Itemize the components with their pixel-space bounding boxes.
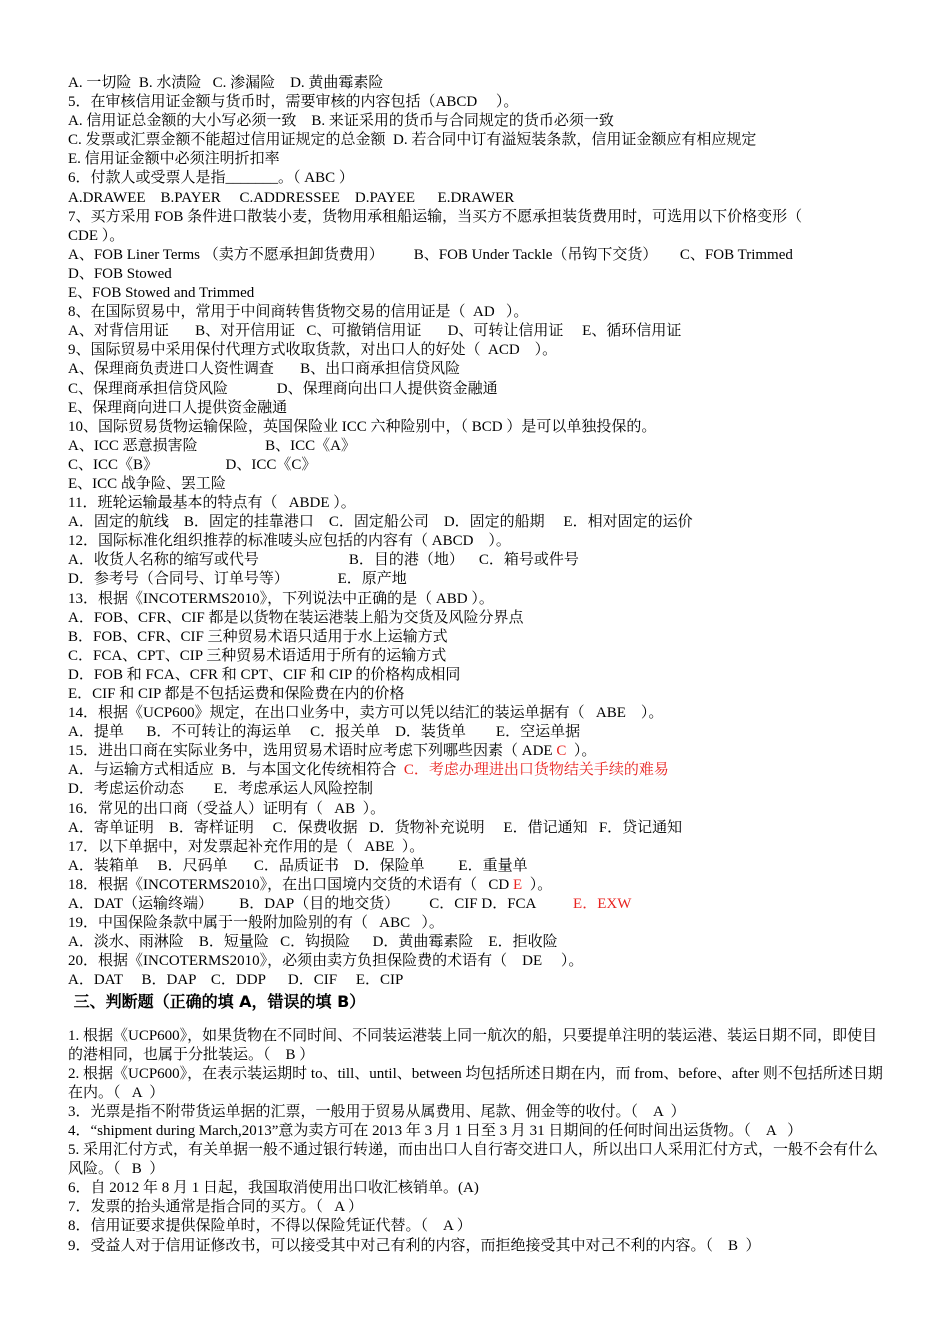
question-line (68, 819, 888, 838)
line-text: CDE ）。 (68, 227, 125, 244)
question-line (68, 437, 888, 456)
line-text: 19．中国保险条款中属于一般附加险别的有（ ABC ）。 (68, 915, 444, 932)
line-text: 17．以下单据中，对发票起补充作用的是（ ABE ）。 (68, 838, 425, 855)
line-text: A．淡水、雨淋险 B．短量险 C．钩损险 D．黄曲霉素险 E．拒收险 (68, 934, 558, 951)
highlighted-answer: E．EXW (573, 896, 632, 913)
highlighted-answer: E (513, 876, 523, 893)
question-line (68, 742, 888, 761)
line-text: E、ICC 战争险、罢工险 (68, 475, 226, 492)
line-text: D、FOB Stowed (68, 265, 172, 282)
line-text: A．提单 B．不可转让的海运单 C．报关单 D．装货单 E．空运单据 (68, 724, 581, 741)
line-text: 12．国际标准化组织推荐的标准唛头应包括的内容有（ ABCD ）。 (68, 533, 511, 550)
line-text: A、对背信用证 B、对开信用证 C、可撤销信用证 D、可转让信用证 E、循环信用证 (68, 323, 682, 340)
line-text: A．固定的航线 B．固定的挂靠港口 C．固定船公司 D．固定的船期 E．相对固定的运价 (68, 514, 693, 531)
line-text: 15．进出口商在实际业务中，选用贸易术语时应考虑下列哪些因素（ ADE (68, 743, 557, 760)
question-line (68, 341, 888, 360)
line-text: 9．受益人对于信用证修改书，可以接受其中对己有利的内容，而拒绝接受其中对己不利的内容。（ B ） (68, 1237, 761, 1254)
line-text: A、保理商负责进口人资性调查 B、出口商承担信贷风险 (68, 361, 461, 378)
question-line (68, 666, 888, 685)
judgment-item (68, 1179, 888, 1198)
line-text: D．FOB 和 FCA、CFR 和 CPT、CIF 和 CIP 的价格构成相同 (68, 666, 461, 683)
line-text: 16．常见的出口商（受益人）证明有（ AB ）。 (68, 800, 386, 817)
line-text: 11．班轮运输最基本的特点有（ ABDE ）。 (68, 495, 356, 512)
question-line (68, 857, 888, 876)
line-text: 8．信用证要求提供保险单时，不得以保险凭证代替。（ A ） (68, 1218, 472, 1235)
line-text: A．FOB、CFR、CIF 都是以货物在装运港装上船为交货及风险分界点 (68, 609, 524, 626)
question-line (68, 551, 888, 570)
judgment-item (68, 1237, 888, 1256)
line-text: C、保理商承担信贷风险 D、保理商向出口人提供资金融通 (68, 380, 498, 397)
question-line (68, 647, 888, 666)
question-line (68, 800, 888, 819)
question-line (68, 895, 888, 914)
question-line (68, 265, 888, 284)
question-line (68, 246, 888, 265)
question-line (68, 131, 888, 150)
judgment-item (68, 1065, 888, 1103)
line-text: 4．“shipment during March,2013”意为卖方可在 2013 年 3 月 1 日至 3 月 31 日期间的任何时间出运货物。（ A ） (68, 1122, 803, 1139)
question-line (68, 303, 888, 322)
question-line (68, 532, 888, 551)
line-text: A．与运输方式相适应 B．与本国文化传统相符合 (68, 762, 404, 779)
question-line (68, 93, 888, 112)
question-line (68, 914, 888, 933)
question-line (68, 952, 888, 971)
document-page (68, 74, 888, 1256)
question-line (68, 780, 888, 799)
line-text: A．装箱单 B．尺码单 C．品质证书 D．保险单 E．重量单 (68, 857, 528, 874)
question-line (68, 838, 888, 857)
line-tail: ）。 (522, 876, 553, 893)
judgment-item (68, 1103, 888, 1122)
question-line (68, 513, 888, 532)
question-line (68, 685, 888, 704)
highlighted-answer: C (556, 743, 567, 760)
line-text: A、ICC 恶意损害险 B、ICC《A》 (68, 437, 356, 454)
line-text: E、FOB Stowed and Trimmed (68, 285, 255, 302)
judgment-item (68, 1027, 888, 1065)
line-text: 10、国际贸易货物运输保险，英国保险业 ICC 六种险别中，（ BCD ）是可以单独投保的。 (68, 418, 657, 435)
line-text: B．FOB、CFR、CIF 三种贸易术语只适用于水上运输方式 (68, 628, 448, 645)
line-text: A. 信用证总金额的大小写必须一致 B. 来证采用的货币与合同规定的货币必须一致 (68, 113, 614, 130)
judgment-item (68, 1141, 888, 1179)
line-text: 13．根据《INCOTERMS2010》，下列说法中正确的是（ ABD ）。 (68, 590, 494, 607)
line-text: C、ICC《B》 D、ICC《C》 (68, 456, 317, 473)
line-text: 18．根据《INCOTERMS2010》，在出口国境内交货的术语有（ CD (68, 876, 514, 893)
line-text: E、保理商向进口人提供资金融通 (68, 399, 288, 416)
question-line (68, 609, 888, 628)
true-false-section (68, 1027, 888, 1256)
multiple-choice-section (68, 74, 888, 991)
line-text: A、FOB Liner Terms （卖方不愿承担卸货费用） B、FOB Under Tackle（吊钩下交货） C、FOB Trimmed (68, 246, 793, 263)
line-text: E．CIF 和 CIP 都是不包括运费和保险费在内的价格 (68, 686, 405, 702)
question-line (68, 169, 888, 188)
line-text: A．收货人名称的缩写或代号 B．目的港（地） C．箱号或件号 (68, 552, 579, 569)
line-text: A．DAT B．DAP C．DDP D．CIF E．CIP (68, 972, 404, 989)
judgment-item (68, 1122, 888, 1141)
question-line (68, 971, 888, 990)
question-line (68, 112, 888, 131)
section-heading: 三、判断题（正确的填 A，错误的填 B） (68, 991, 366, 1011)
line-text: C．FCA、CPT、CIP 三种贸易术语适用于所有的运输方式 (68, 647, 447, 664)
line-text: A．寄单证明 B．寄样证明 C．保费收据 D．货物补充说明 E．借记通知 F．贷记通知 (68, 819, 683, 836)
line-text: 14．根据《UCP600》规定，在出口业务中，卖方可以凭以结汇的装运单据有（ ABE ）。 (68, 705, 664, 722)
question-line (68, 360, 888, 379)
question-line (68, 628, 888, 647)
question-line (68, 704, 888, 723)
question-line (68, 494, 888, 513)
line-text: 6．自 2012 年 8 月 1 日起，我国取消使用出口收汇核销单。(A) (68, 1180, 479, 1197)
line-text: C. 发票或汇票金额不能超过信用证规定的总金额 D. 若合同中订有溢短装条款，信用证金额应有相应规定 (68, 132, 757, 149)
line-text: E. 信用证金额中必须注明折扣率 (68, 151, 280, 168)
line-tail: ）。 (566, 743, 597, 760)
line-text: 8、在国际贸易中，常用于中间商转售货物交易的信用证是（ AD ）。 (68, 304, 529, 321)
question-line (68, 150, 888, 169)
question-line (68, 456, 888, 475)
question-line (68, 74, 888, 93)
line-text: 5. 采用汇付方式，有关单据一般不通过银行转递，而由出口人自行寄交进口人，所以出口人采用汇付方式，一般不会有什么风险。（ B ） (68, 1142, 879, 1178)
line-text: 9、国际贸易中采用保付代理方式收取货款，对出口人的好处（ ACD ）。 (68, 342, 558, 359)
question-line (68, 475, 888, 494)
judgment-item (68, 1217, 888, 1236)
question-line (68, 418, 888, 437)
highlighted-answer: C．考虑办理进出口货物结关手续的难易 (403, 762, 669, 779)
line-text: 7、买方采用 FOB 条件进口散装小麦，货物用承租船运输，当买方不愿承担装货费用时，可选用以下价格变形（ (68, 208, 803, 225)
judgment-item (68, 1198, 888, 1217)
question-line (68, 208, 888, 227)
question-line (68, 570, 888, 589)
line-text: A．DAT（运输终端） B．DAP（目的地交货） C．CIF D．FCA (68, 896, 574, 913)
line-text: 6．付款人或受票人是指_______。（ ABC ） (68, 170, 354, 187)
line-text: 2. 根据《UCP600》，在表示装运期时 to、till、until、between 均包括所述日期在内，而 from、before、after 则不包括所述日期在内。（ A ） (68, 1065, 883, 1101)
line-text: 5．在审核信用证金额与货币时，需要审核的内容包括（ABCD ）。 (68, 94, 519, 111)
question-line (68, 227, 888, 246)
question-line (68, 933, 888, 952)
line-text: D．参考号（合同号、订单号等） E．原产地 (68, 571, 407, 588)
question-line (68, 723, 888, 742)
line-text: 20．根据《INCOTERMS2010》，必须由卖方负担保险费的术语有（ DE ）。 (68, 953, 584, 970)
line-text: D．考虑运价动态 E．考虑承运人风险控制 (68, 781, 373, 798)
question-line (68, 189, 888, 208)
question-line (68, 590, 888, 609)
line-text: A. 一切险 B. 水渍险 C. 渗漏险 D. 黄曲霉素险 (68, 75, 384, 91)
question-line (68, 322, 888, 341)
question-line (68, 399, 888, 418)
line-text: 1. 根据《UCP600》，如果货物在不同时间、不同装运港装上同一航次的船，只要提单注明的装运港、装运日期不同，即使目的港相同，也属于分批装运。（ B ） (68, 1027, 878, 1063)
line-text: 7．发票的抬头通常是指合同的买方。（ A ） (68, 1199, 364, 1216)
question-line (68, 761, 888, 780)
question-line (68, 284, 888, 303)
line-text: A.DRAWEE B.PAYER C.ADDRESSEE D.PAYEE E.DRAWER (68, 189, 515, 206)
line-text: 3．光票是指不附带货运单据的汇票，一般用于贸易从属费用、尾款、佣金等的收付。（ A ） (68, 1103, 686, 1120)
question-line (68, 380, 888, 399)
question-line (68, 876, 888, 895)
